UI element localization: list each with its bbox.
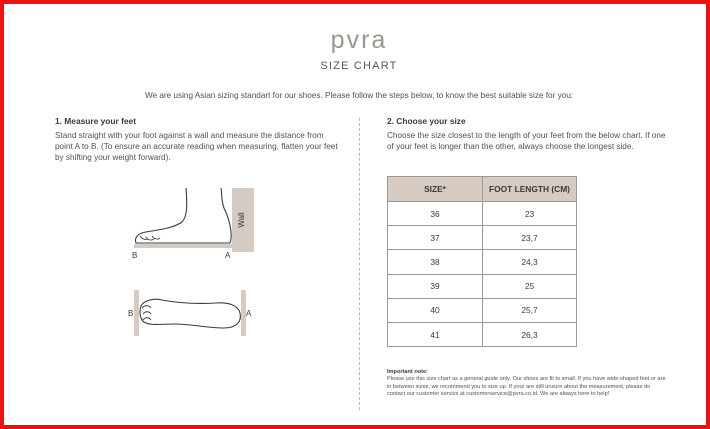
size-cell: 40 [388,298,483,322]
foot-length-cell: 23 [483,202,577,226]
measure-heading: 1. Measure your feet [55,116,136,126]
foot-top-outline [140,299,240,328]
side-point-b: B [132,251,138,260]
top-point-b: B [128,309,134,318]
foot-length-cell: 25,7 [483,298,577,322]
column-divider [359,118,360,410]
wall-label: Wall [237,212,246,228]
toes-top [142,306,151,320]
measure-body: Stand straight with your foot against a wall and measure the distance from point A to B. (To ensure an accurate reading when measuring, flatten your feet by shifting your weight forward). [55,131,338,163]
foot-top-view-illustration [128,288,254,338]
size-table [387,176,577,347]
foot-length-cell: 23,7 [483,226,577,250]
header-foot-length: FOOT LENGTH (CM) [483,177,577,202]
foot-length-cell: 25 [483,274,577,298]
note-body: Please use this size chart as a general guide only. Our shoes are fit to small. If you have wide-shaped feet or are in between sizes, we recommend you to size up. If your are still unsure about the measurement, please do contact our customer service at customerservice@pvra.co.id. We are always here to help! [387,376,666,398]
foot-side-view-illustration [124,182,264,262]
header-size: SIZE* [388,177,483,202]
side-point-a: A [225,251,231,260]
choose-heading: 2. Choose your size [387,116,466,126]
size-cell: 37 [388,226,483,250]
page-title: SIZE CHART [320,60,398,72]
foot-length-cell: 24,3 [483,250,577,274]
table-row [388,250,577,274]
table-row [388,226,577,250]
foot-length-cell: 26,3 [483,322,577,346]
table-row [388,322,577,346]
toes-side [140,236,160,240]
floor-measure-bar [134,244,232,248]
table-row [388,274,577,298]
toe-stop-bar [134,290,139,336]
table-row [388,298,577,322]
size-cell: 38 [388,250,483,274]
size-cell: 36 [388,202,483,226]
size-cell: 41 [388,322,483,346]
choose-body: Choose the size closest to the length of your feet from the below chart. If one of your feet is longer than the other, always choose the longest side. [387,131,666,152]
brand-logo: pvra [330,26,388,54]
foot-side-outline [135,188,231,243]
top-point-a: A [246,309,252,318]
intro-text: We are using Asian sizing standart for our shoes. Please follow the steps below, to know the best suitable size for you: [144,91,574,100]
note-heading: Important note: [387,369,429,375]
size-cell: 39 [388,274,483,298]
table-header-row [388,177,577,202]
table-row [388,202,577,226]
